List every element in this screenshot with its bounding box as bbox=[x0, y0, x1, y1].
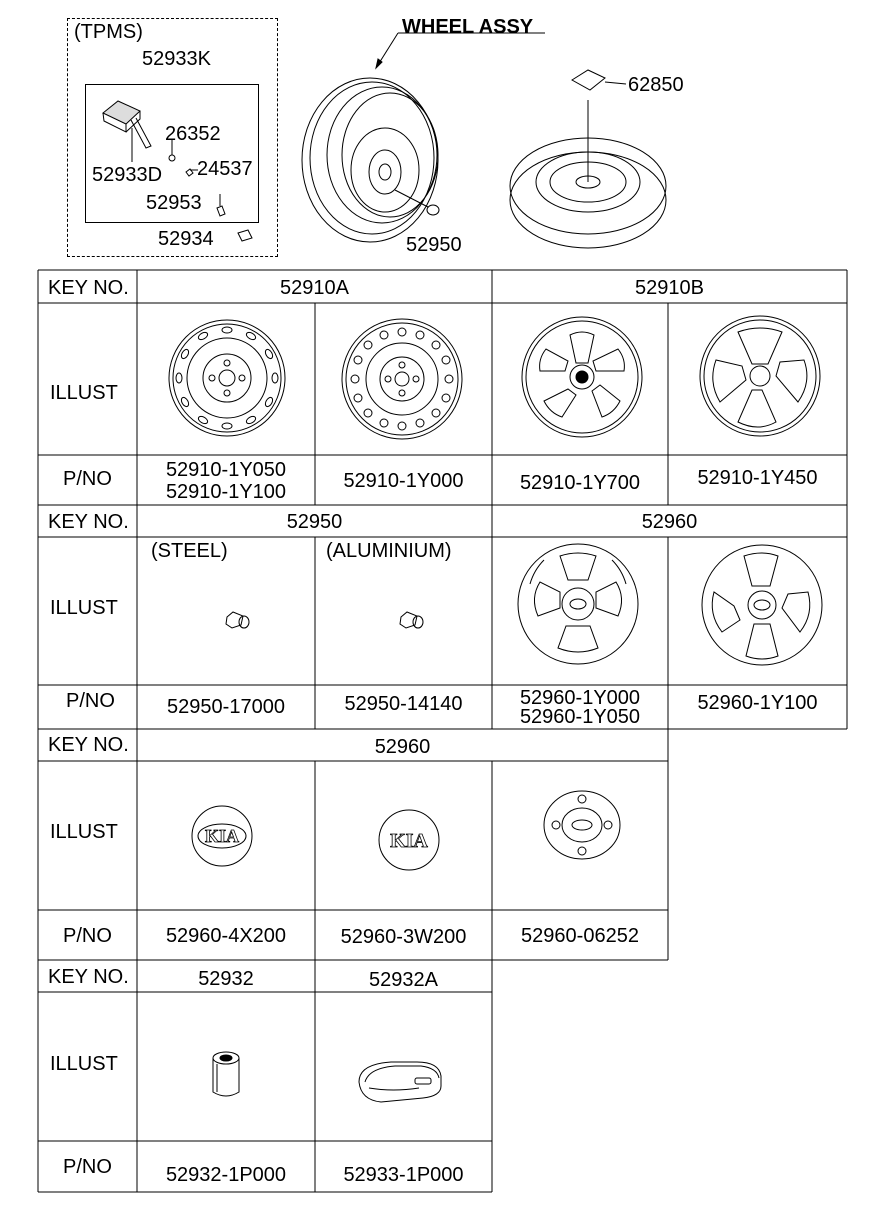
table4-pno-label: P/NO bbox=[63, 1156, 112, 1178]
table3-illust-label: ILLUST bbox=[50, 821, 118, 843]
table2-key-no-label: KEY NO. bbox=[48, 511, 129, 533]
kia-emblem-cap-illustration-2 bbox=[375, 808, 443, 872]
wheel-cover-illustration-2 bbox=[700, 544, 824, 666]
callout-24537: 24537 bbox=[197, 158, 253, 180]
table3-pno-label: P/NO bbox=[63, 925, 112, 947]
callout-52934: 52934 bbox=[158, 228, 214, 250]
callout-26352: 26352 bbox=[165, 123, 221, 145]
table4-key-no-label: KEY NO. bbox=[48, 966, 129, 988]
wheel-cover-illustration-1 bbox=[516, 542, 640, 666]
table4-illust-label: ILLUST bbox=[50, 1053, 118, 1075]
table2-pno-label: P/NO bbox=[66, 690, 115, 712]
table2-illust-label: ILLUST bbox=[50, 597, 118, 619]
hub-cap-illustration bbox=[542, 789, 622, 861]
part-number-52950-17000: 52950-17000 bbox=[167, 696, 285, 718]
callout-52933d: 52933D bbox=[92, 164, 163, 186]
part-number-52960-4x200: 52960-4X200 bbox=[165, 925, 287, 947]
part-number-52950-14140: 52950-14140 bbox=[344, 693, 463, 715]
callout-52953: 52953 bbox=[146, 192, 202, 214]
steel-label: (STEEL) bbox=[151, 540, 228, 562]
table2-key-52950: 52950 bbox=[286, 511, 343, 533]
part-number-52910-1y100: 52910-1Y100 bbox=[165, 481, 287, 503]
table1-key-no-label: KEY NO. bbox=[48, 277, 129, 299]
table2-key-52960: 52960 bbox=[641, 511, 698, 533]
part-number-52960-06252: 52960-06252 bbox=[521, 925, 639, 947]
part-number-52960-1y050: 52960-1Y050 bbox=[519, 706, 641, 728]
compressor-kit-illustration bbox=[355, 1058, 447, 1108]
tpms-label: (TPMS) bbox=[74, 21, 143, 43]
steel-wheel-illustration-2 bbox=[340, 318, 464, 440]
part-number-52960-1y000: 52960-1Y000 bbox=[519, 687, 641, 709]
table1-illust-label: ILLUST bbox=[50, 382, 118, 404]
table4-key-52932: 52932 bbox=[198, 968, 254, 990]
lug-nut-aluminium-illustration bbox=[398, 609, 428, 633]
kia-logo-text-1: KIA bbox=[204, 826, 240, 846]
tire-sealant-bottle-illustration bbox=[209, 1050, 243, 1102]
lug-nut-steel-illustration bbox=[224, 609, 254, 633]
aluminium-label: (ALUMINIUM) bbox=[326, 540, 452, 562]
kia-logo-text-2: KIA bbox=[390, 830, 428, 852]
alloy-wheel-illustration-1 bbox=[520, 315, 644, 439]
part-number-52910-1y700: 52910-1Y700 bbox=[519, 472, 641, 494]
part-number-52910-1y450: 52910-1Y450 bbox=[697, 467, 818, 489]
wheel-assy-title: WHEEL ASSY bbox=[402, 16, 534, 38]
table1-key-52910b: 52910B bbox=[635, 277, 704, 299]
callout-62850: 62850 bbox=[628, 74, 684, 96]
part-number-52960-1y100: 52960-1Y100 bbox=[697, 692, 818, 714]
tpms-kit-number: 52933K bbox=[142, 48, 211, 70]
kia-emblem-cap-illustration-1 bbox=[186, 805, 258, 867]
table4-key-52932a: 52932A bbox=[369, 969, 438, 991]
table3-key-52960: 52960 bbox=[374, 736, 431, 758]
part-number-52932-1p000: 52932-1P000 bbox=[165, 1164, 287, 1186]
table1-pno-label: P/NO bbox=[63, 468, 112, 490]
table1-key-52910a: 52910A bbox=[280, 277, 349, 299]
callout-52950: 52950 bbox=[406, 234, 462, 256]
part-number-52910-1y050: 52910-1Y050 bbox=[165, 459, 287, 481]
steel-wheel-illustration-1 bbox=[167, 318, 287, 438]
part-number-52933-1p000: 52933-1P000 bbox=[343, 1164, 464, 1186]
table3-key-no-label: KEY NO. bbox=[48, 734, 129, 756]
alloy-wheel-illustration-2 bbox=[698, 314, 822, 438]
part-number-52910-1y000: 52910-1Y000 bbox=[343, 470, 464, 492]
part-number-52960-3w200: 52960-3W200 bbox=[340, 926, 467, 948]
